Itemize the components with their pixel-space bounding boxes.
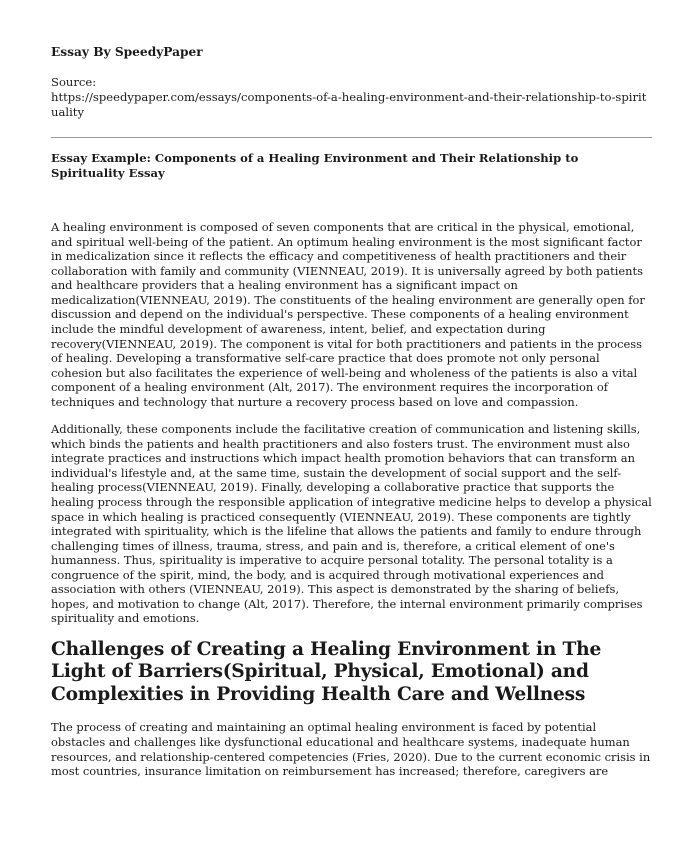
source-url[interactable]: https://speedypaper.com/essays/components-of-a-healing-environment-and-their-relationship-to-spirituality (51, 90, 647, 119)
section-heading: Challenges of Creating a Healing Environment in The Light of Barriers(Spiritual, Physical, Emotional) and Complexities in Providing Health Care and Wellness (51, 638, 602, 705)
body-paragraph-2: Additionally, these components include the facilitative creation of communication and listening skills, which binds the patients and health practitioners and also fosters trust. The environment must also integrate practices and instructions which impact health promotion behaviors that can transform an individual's lifestyle and, at the same time, sustain the development of social support and the self-healing process(VIENNEAU, 2019). Finally, developing a collaborative practice that supports the healing process through the responsible application of integrative medicine helps to develop a physical space in which healing is practiced consequently (VIENNEAU, 2019). These components are tightly integrated with spirituality, which is the lifeline that allows the patients and family to endure through challenging times of illness, trauma, stress, and pain and is, therefore, a critical element of one's humanness. Thus, spirituality is imperative to acquire personal totality. The personal totality is a congruence of the spirit, mind, the body, and is acquired through motivational experiences and association with others (VIENNEAU, 2019). This aspect is demonstrated by the sharing of beliefs, hopes, and motivation to change (Alt, 2017). Therefore, the internal environment primarily comprises spirituality and emotions. (51, 422, 652, 626)
source-label: Source: (51, 75, 97, 89)
essay-header-title: Essay By SpeedyPaper (51, 45, 203, 59)
header-divider (51, 137, 652, 138)
section-paragraph: The process of creating and maintaining an optimal healing environment is faced by potential obstacles and challenges like dysfunctional educational and healthcare systems, inadequate human resources, and relationship-centered competencies (Fries, 2020). Due to the current economic crisis in most countries, insurance limitation on reimbursement has increased; therefore, caregivers are (51, 720, 651, 779)
essay-title: Essay Example: Components of a Healing Environment and Their Relationship to Spirituality Essay (51, 151, 579, 180)
body-paragraph-1: A healing environment is composed of seven components that are critical in the physical, emotional, and spiritual well-being of the patient. An optimum healing environment is the most significant factor in medicalization since it reflects the efficacy and competitiveness of health practitioners and their collaboration with family and community (VIENNEAU, 2019). It is universally agreed by both patients and healthcare providers that a healing environment has a significant impact on medicalization(VIENNEAU, 2019). The constituents of the healing environment are generally open for discussion and depend on the individual's perspective. These components of a healing environment include the mindful development of awareness, intent, belief, and expectation during recovery(VIENNEAU, 2019). The component is vital for both practitioners and patients in the process of healing. Developing a transformative self-care practice that does promote not only personal cohesion but also facilitates the experience of well-being and wholeness of the patients is also a vital component of a healing environment (Alt, 2017). The environment requires the incorporation of techniques and technology that nurture a recovery process based on love and compassion. (51, 220, 645, 409)
